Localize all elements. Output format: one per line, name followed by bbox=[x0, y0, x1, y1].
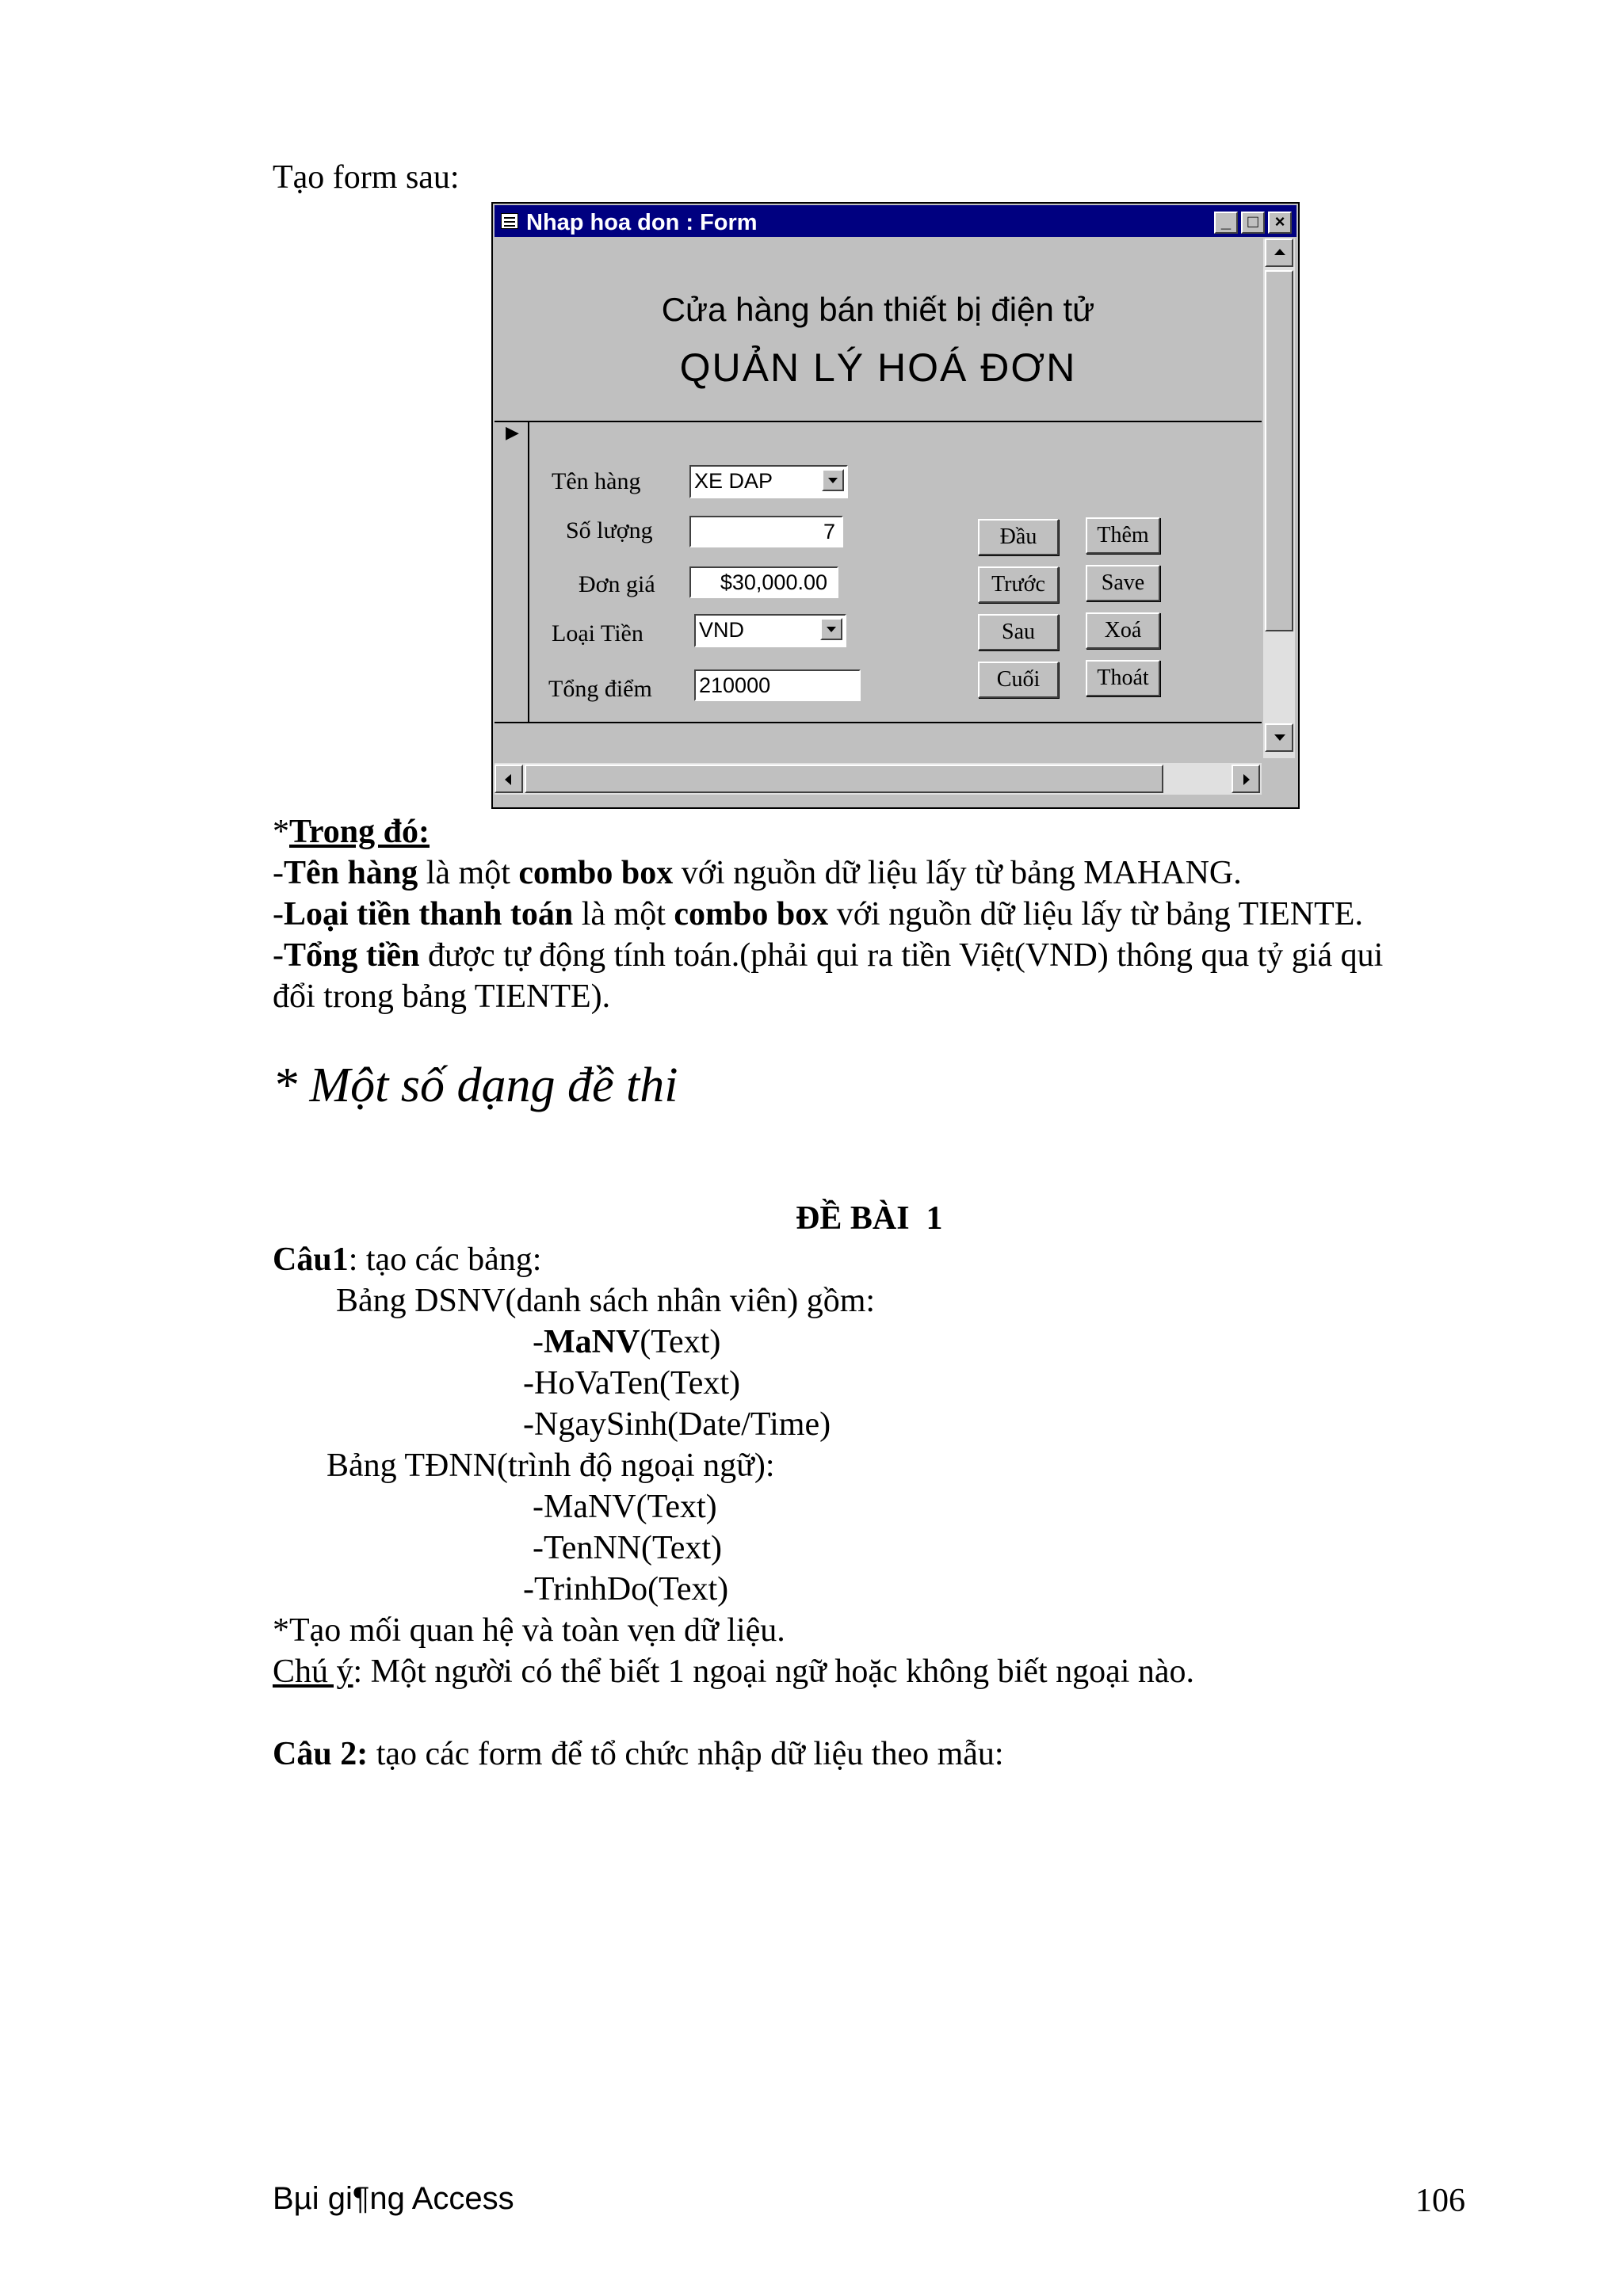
close-icon: × bbox=[1274, 212, 1285, 231]
note-line-3: -Tổng tiền được tự động tính toán.(phải qui ra tiền Việt(VND) thông qua tỷ giá qui bbox=[273, 937, 1384, 974]
note1-rest: với nguồn dữ liệu lấy từ bảng MAHANG. bbox=[673, 855, 1242, 891]
note-line-3-cont: đổi trong bảng TIENTE). bbox=[273, 978, 611, 1015]
note-line-2: -Loại tiền thanh toán là một combo box với nguồn dữ liệu lấy từ bảng TIENTE. bbox=[273, 896, 1363, 933]
dsnv-field-2: -HoVaTen(Text) bbox=[523, 1365, 741, 1402]
horizontal-scroll-thumb[interactable] bbox=[525, 765, 1163, 793]
tdnn-field-2: -TenNN(Text) bbox=[533, 1530, 723, 1566]
tong-diem-value: 210000 bbox=[699, 673, 771, 697]
dsnv-field-1-type: (Text) bbox=[640, 1324, 721, 1360]
note2-bold2: combo box bbox=[674, 896, 829, 933]
tdnn-field-1: -MaNV(Text) bbox=[533, 1489, 717, 1525]
scroll-down-icon[interactable] bbox=[1265, 723, 1293, 752]
section-heading: * Một số dạng đề thi bbox=[273, 1058, 678, 1112]
note2-rest: với nguồn dữ liệu lấy từ bảng TIENTE. bbox=[828, 896, 1363, 933]
cau1-text: : tạo các bảng: bbox=[348, 1241, 542, 1278]
label-don-gia: Đơn giá bbox=[579, 571, 655, 597]
maximize-button[interactable] bbox=[1241, 212, 1265, 234]
title-bar bbox=[495, 205, 1296, 237]
label-tong-diem: Tổng điểm bbox=[548, 676, 652, 702]
tdnn-field-3: -TrinhDo(Text) bbox=[523, 1571, 729, 1608]
note2-bold: Loại tiền thanh toán bbox=[284, 896, 574, 933]
record-marker-icon: ▶ bbox=[506, 422, 519, 442]
minimize-icon: _ bbox=[1220, 212, 1232, 231]
dsnv-field-3: -NgaySinh(Date/Time) bbox=[523, 1406, 831, 1443]
thoat-button[interactable]: Thoát bbox=[1086, 660, 1160, 696]
vertical-scrollbar[interactable] bbox=[1263, 238, 1295, 758]
vertical-scroll-thumb[interactable] bbox=[1265, 270, 1293, 631]
tdnn-intro: Bảng TĐNN(trình độ ngoại ngữ): bbox=[327, 1447, 775, 1484]
note3-rest: được tự động tính toán.(phải qui ra tiền Việt(VND) thông qua tỷ giá qui bbox=[419, 937, 1384, 974]
intro-text: Tạo form sau: bbox=[273, 159, 460, 196]
page-number: 106 bbox=[1415, 2183, 1465, 2219]
cau2-label: Câu 2: bbox=[273, 1736, 369, 1772]
dsnv-field-1: -MaNV(Text) bbox=[533, 1324, 721, 1360]
header-separator bbox=[495, 421, 1262, 422]
exam-title: ĐỀ BÀI 1 bbox=[796, 1200, 943, 1237]
cau2-line bbox=[273, 1733, 1004, 1775]
size-grip[interactable] bbox=[1263, 763, 1295, 795]
note1-bold2: combo box bbox=[518, 855, 674, 891]
dau-button[interactable]: Đầu bbox=[978, 519, 1059, 555]
save-button[interactable]: Save bbox=[1086, 565, 1160, 601]
cau2-text: tạo các form để tổ chức nhập dữ liệu theo mẫu: bbox=[368, 1736, 1004, 1772]
form-body bbox=[495, 238, 1262, 758]
footer-separator bbox=[495, 722, 1262, 723]
tong-diem-field[interactable] bbox=[694, 669, 861, 701]
them-button[interactable]: Thêm bbox=[1086, 517, 1160, 554]
relation-note: *Tạo mối quan hệ và toàn vẹn dữ liệu. bbox=[273, 1612, 785, 1649]
truoc-button[interactable]: Trước bbox=[978, 566, 1059, 603]
form-header-subtitle: Cửa hàng bán thiết bị điện tử bbox=[661, 291, 1095, 328]
horizontal-scrollbar[interactable] bbox=[495, 763, 1262, 795]
xoa-button[interactable]: Xoá bbox=[1086, 612, 1160, 649]
note-line-1: -Tên hàng là một combo box với nguồn dữ liệu lấy từ bảng MAHANG. bbox=[273, 855, 1242, 891]
label-so-luong: Số lượng bbox=[566, 517, 653, 543]
cuoi-button[interactable]: Cuối bbox=[978, 662, 1059, 698]
so-luong-field[interactable] bbox=[689, 516, 843, 547]
dsnv-intro: Bảng DSNV(danh sách nhân viên) gồm: bbox=[336, 1283, 876, 1319]
ten-hang-combo[interactable] bbox=[689, 465, 848, 498]
label-loai-tien: Loại Tiền bbox=[552, 620, 643, 646]
maximize-icon: □ bbox=[1247, 212, 1258, 231]
note3-bold: Tổng tiền bbox=[284, 937, 420, 974]
don-gia-field[interactable] bbox=[689, 566, 838, 598]
cau1-label: Câu1 bbox=[273, 1241, 349, 1278]
scroll-left-icon[interactable] bbox=[495, 765, 523, 793]
label-ten-hang: Tên hàng bbox=[552, 468, 641, 494]
dsnv-field-1-name: MaNV bbox=[544, 1324, 640, 1360]
note1-bold: Tên hàng bbox=[284, 855, 418, 891]
sau-button[interactable]: Sau bbox=[978, 614, 1059, 650]
minimize-button[interactable] bbox=[1214, 212, 1238, 234]
loai-tien-dropdown-icon[interactable] bbox=[820, 618, 842, 640]
loai-tien-combo[interactable] bbox=[694, 614, 846, 647]
form-icon bbox=[501, 213, 518, 229]
form-window bbox=[491, 202, 1300, 809]
trong-do-heading: *Trong đó: bbox=[273, 814, 430, 850]
so-luong-value: 7 bbox=[823, 520, 835, 543]
close-button[interactable] bbox=[1268, 212, 1292, 234]
chu-y-line bbox=[273, 1651, 1194, 1692]
don-gia-value: $30,000.00 bbox=[720, 570, 827, 594]
ten-hang-dropdown-icon[interactable] bbox=[822, 469, 844, 491]
scroll-up-icon[interactable] bbox=[1265, 238, 1293, 267]
note1-mid: là một bbox=[418, 855, 519, 891]
window-title: Nhap hoa don : Form bbox=[526, 210, 758, 235]
chu-y-text: : Một người có thể biết 1 ngoại ngữ hoặc không biết ngoại nào. bbox=[353, 1653, 1195, 1690]
ten-hang-value: XE DAP bbox=[694, 469, 773, 493]
loai-tien-value: VND bbox=[699, 618, 745, 642]
scroll-right-icon[interactable] bbox=[1232, 765, 1260, 793]
cau1-line bbox=[273, 1239, 541, 1280]
chu-y-label: Chú ý bbox=[273, 1653, 353, 1690]
note2-mid: là một bbox=[573, 896, 674, 933]
form-header-title: QUẢN LÝ HOÁ ĐƠN bbox=[679, 345, 1077, 390]
record-selector-border bbox=[528, 421, 529, 722]
trong-do-text: Trong đó: bbox=[289, 814, 430, 850]
footer-title: Bµi gi¶ng Access bbox=[273, 2181, 514, 2216]
